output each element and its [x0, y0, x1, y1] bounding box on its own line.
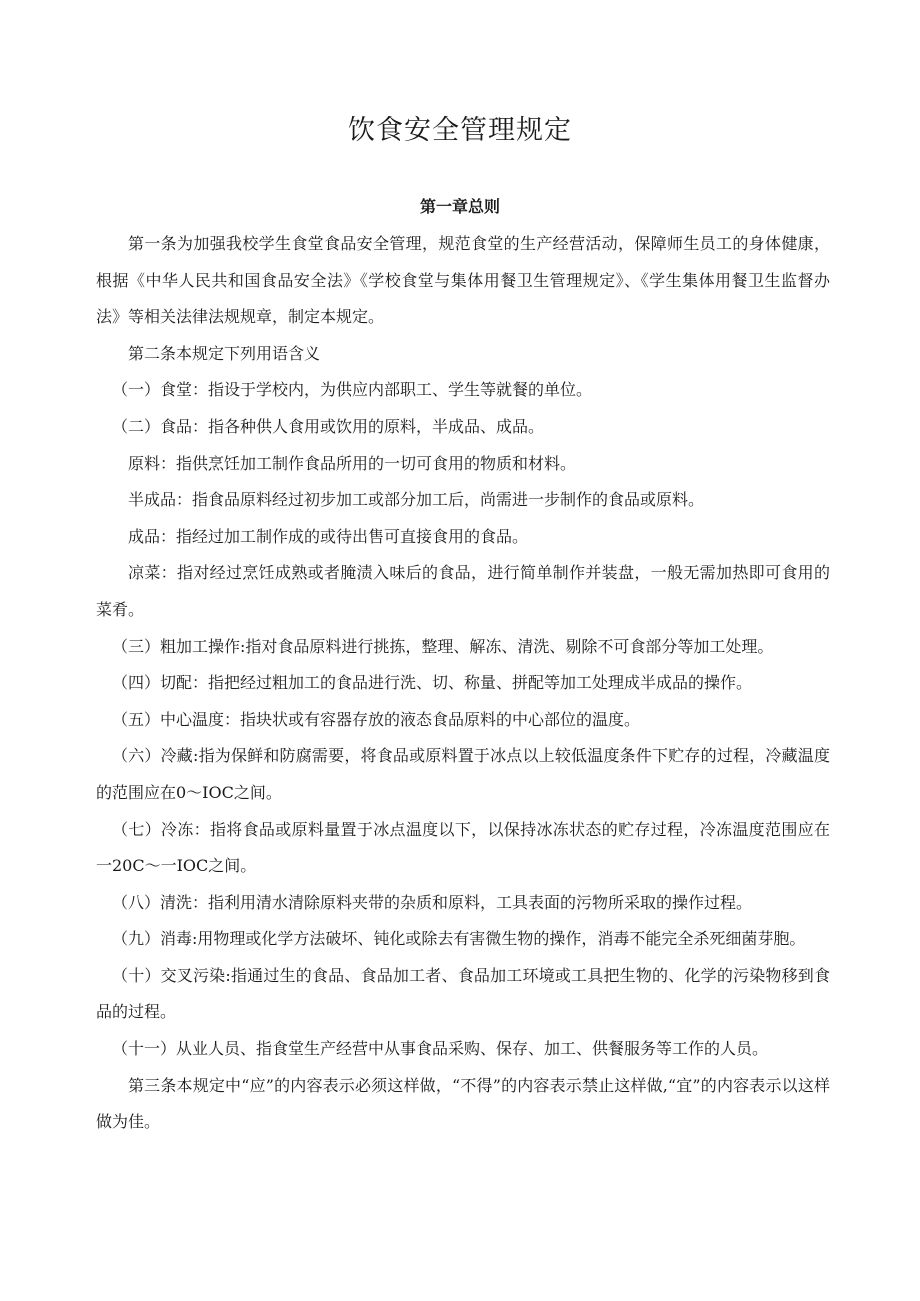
definition-raw-material: 原料：指供烹饪加工制作食品所用的一切可食用的物质和材料。	[128, 453, 577, 473]
definition-rough-processing: （三）粗加工操作:指对食品原料进行挑拣，整理、解冻、清洗、剔除不可食部分等加工处理。	[112, 636, 774, 656]
definition-semi-finished: 半成品：指食品原料经过初步加工或部分加工后，尚需进一步制作的食品或原料。	[128, 490, 705, 510]
article-3: 第三条本规定中“应”的内容表示必须这样做，“不得”的内容表示禁止这样做,“宜”的内容表示以这样做为佳。	[96, 1075, 830, 1132]
definition-staff: （十一）从业人员、指食堂生产经营中从事食品采购、保存、加工、供餐服务等工作的人员。	[112, 1039, 769, 1059]
definition-freezing: （七）冷冻：指将食品或原料量置于冰点温度以下，以保持冰冻状态的贮存过程，冷冻温度范围应在一20C～一IOC之间。	[96, 819, 830, 876]
definition-cross-contamination: （十）交叉污染:指通过生的食品、食品加工者、食品加工环境或工具把生物的、化学的污染物移到食品的过程。	[96, 965, 830, 1022]
article-1: 第一条为加强我校学生食堂食品安全管理，规范食堂的生产经营活动，保障师生员工的身体健康，根据《中华人民共和国食品安全法》《学校食堂与集体用餐卫生管理规定》、《学生集体用餐卫生监督办法》等相关法律法规规章，制定本规定。	[96, 234, 830, 327]
definition-food: （二）食品：指各种供人食用或饮用的原料，半成品、成品。	[112, 416, 545, 436]
definition-cold-dish: 凉菜：指对经过烹饪成熟或者腌渍入味后的食品，进行简单制作并装盘，一般无需加热即可食用的菜肴。	[96, 563, 830, 619]
definition-cleaning: （八）清洗：指利用清水清除原料夹带的杂质和原料，工具表面的污物所采取的操作过程。	[112, 892, 753, 912]
chapter-heading: 第一章总则	[419, 197, 500, 216]
document-title: 饮食安全管理规定	[348, 115, 572, 146]
definition-refrigeration: （六）冷藏:指为保鲜和防腐需要，将食品或原料置于冰点以上较低温度条件下贮存的过程，冷藏温度的范围应在0～IOC之间。	[96, 746, 830, 802]
article-2: 第二条本规定下列用语含义	[128, 343, 321, 363]
definition-canteen: （一）食堂：指设于学校内，为供应内部职工、学生等就餐的单位。	[112, 380, 593, 400]
document-body	[96, 226, 830, 1141]
definition-finished: 成品：指经过加工制作成的或待出售可直接食用的食品。	[128, 526, 529, 546]
definition-disinfection: （九）消毒:用物理或化学方法破坏、钝化或除去有害微生物的操作，消毒不能完全杀死细菌芽胞。	[112, 929, 806, 949]
definition-core-temperature: （五）中心温度：指块状或有容器存放的液态食品原料的中心部位的温度。	[112, 709, 641, 729]
definition-cutting: （四）切配：指把经过粗加工的食品进行洗、切、称量、拼配等加工处理成半成品的操作。	[112, 673, 753, 693]
